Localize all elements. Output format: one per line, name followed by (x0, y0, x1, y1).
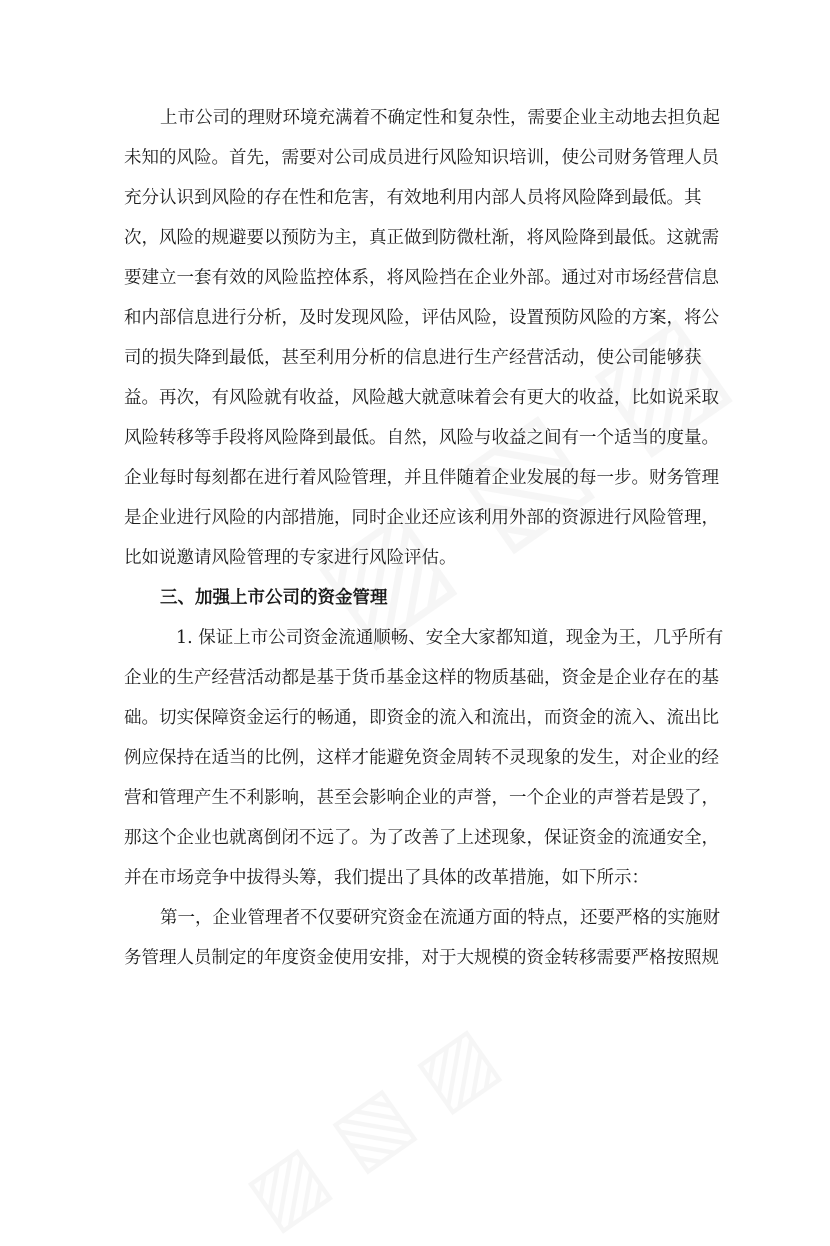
text-line: 是企业进行风险的内部措施，同时企业还应该利用外部的资源进行风险管理， (124, 508, 719, 528)
text-line: 和内部信息进行分析，及时发现风险，评估风险，设置预防风险的方案，将公 (124, 308, 719, 328)
document-body (124, 98, 724, 978)
text-line: 未知的风险。首先，需要对公司成员进行风险知识培训，使公司财务管理人员 (124, 148, 719, 168)
text-line: 次，风险的规避要以预防为主，真正做到防微杜渐，将风险降到最低。这就需 (124, 228, 719, 248)
text-line: 要建立一套有效的风险监控体系，将风险挡在企业外部。通过对市场经营信息 (124, 268, 719, 288)
section-heading: 三、加强上市公司的资金管理 (160, 588, 388, 608)
text-line: 司的损失降到最低，甚至利用分析的信息进行生产经营活动，使公司能够获 (124, 348, 702, 368)
text-line: 1. 保证上市公司资金流通顺畅、安全大家都知道，现金为王，几乎所有 (176, 628, 724, 648)
text-line: 企业每时每刻都在进行着风险管理，并且伴随着企业发展的每一步。财务管理 (124, 468, 719, 488)
text-line: 上市公司的理财环境充满着不确定性和复杂性，需要企业主动地去担负起 (160, 108, 720, 128)
text-line: 第一，企业管理者不仅要研究资金在流通方面的特点，还要严格的实施财 (160, 908, 720, 928)
watermark (229, 1007, 514, 1245)
paragraph-fund-management (124, 618, 724, 898)
text-line: 充分认识到风险的存在性和危害，有效地利用内部人员将风险降到最低。其 (124, 188, 702, 208)
text-line: 比如说邀请风险管理的专家进行风险评估。 (124, 548, 457, 568)
text-line: 础。切实保障资金运行的畅通，即资金的流入和流出，而资金的流入、流出比 (124, 708, 719, 728)
text-line: 风险转移等手段将风险降到最低。自然，风险与收益之间有一个适当的度量。 (124, 428, 719, 448)
text-line: 那这个企业也就离倒闭不远了。为了改善了上述现象，保证资金的流通安全， (124, 828, 719, 848)
paragraph-first-measure (124, 898, 720, 978)
text-line: 营和管理产生不利影响，甚至会影响企业的声誉，一个企业的声誉若是毁了， (124, 788, 719, 808)
text-line: 务管理人员制定的年度资金使用安排，对于大规模的资金转移需要严格按照规 (124, 948, 719, 968)
text-line: 并在市场竞争中拔得头筹，我们提出了具体的改革措施，如下所示： (124, 868, 649, 888)
text-line: 企业的生产经营活动都是基于货币基金这样的物质基础，资金是企业存在的基 (124, 668, 719, 688)
text-line: 益。再次，有风险就有收益，风险越大就意味着会有更大的收益，比如说采取 (124, 388, 719, 408)
text-line: 例应保持在适当的比例，这样才能避免资金周转不灵现象的发生，对企业的经 (124, 748, 719, 768)
paragraph-risk-management (124, 98, 720, 578)
